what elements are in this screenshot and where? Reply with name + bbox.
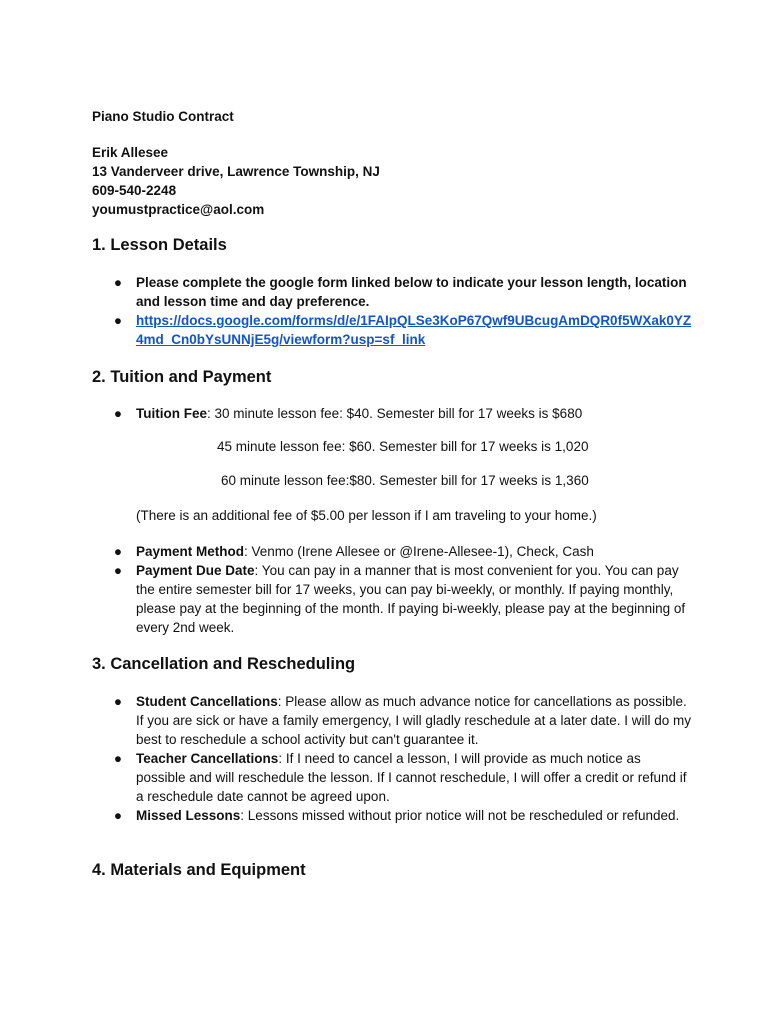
bullet-icon: ● (113, 544, 123, 559)
list-item (112, 692, 692, 749)
payment-due-text: : You can pay in a manner that is most convenient for you. You can pay the entire semester bill for 17 weeks, you can pay bi-weekly, or monthly. If paying monthly, please pay at the beginning of the month. If paying bi-weekly, please pay at the beginning of every 2nd week. (136, 563, 686, 635)
bullet-icon: ● (113, 751, 123, 766)
cancellation-list (112, 692, 692, 825)
section-heading-materials: 4. Materials and Equipment (92, 861, 306, 879)
teacher-cancellations-text: : If I need to cancel a lesson, I will provide as much notice as possible and will reschedule the lesson. If I cannot reschedule, I will offer a credit or refund if a reschedule date cannot be agreed upon. (136, 751, 687, 804)
payment-method-text: : Venmo (Irene Allesee or @Irene-Allesee-1), Check, Cash (244, 544, 594, 559)
tuition-fee-30min: : 30 minute lesson fee: $40. Semester bill for 17 weeks is $680 (207, 406, 583, 421)
travel-fee-note: (There is an additional fee of $5.00 per lesson if I am traveling to your home.) (136, 508, 597, 523)
bullet-icon: ● (113, 275, 123, 290)
contact-phone: 609-540-2248 (92, 183, 177, 198)
missed-lessons-text: : Lessons missed without prior notice will not be rescheduled or refunded. (240, 808, 680, 823)
document-title: Piano Studio Contract (92, 109, 234, 124)
payment-due-label: Payment Due Date (136, 563, 255, 578)
list-item (112, 806, 692, 825)
list-item: ● Please complete the google form linked below to indicate your lesson length, location and lesson time and day preference. (113, 275, 687, 309)
section-heading-lesson-details: 1. Lesson Details (92, 236, 227, 254)
tuition-fee-list (112, 404, 692, 423)
missed-lessons-label: Missed Lessons (136, 808, 241, 823)
list-item (112, 311, 692, 349)
list-item (112, 542, 692, 561)
contact-email: youmustpractice@aol.com (92, 202, 265, 217)
tuition-fee-45min: 45 minute lesson fee: $60. Semester bill for 17 weeks is 1,020 (217, 439, 589, 454)
contact-info (92, 143, 380, 219)
payment-method-label: Payment Method (136, 544, 245, 559)
list-item (112, 749, 692, 806)
section-heading-tuition: 2. Tuition and Payment (92, 368, 272, 386)
list-item (112, 404, 692, 423)
section-heading-cancellation: 3. Cancellation and Rescheduling (92, 655, 356, 673)
contact-name: Erik Allesee (92, 145, 169, 160)
student-cancellations-text: : Please allow as much advance notice for cancellations as possible. If you are sick or have a family emergency, I will gladly reschedule at a later date. I will do my best to reschedule a school activity but can't guarantee it. (136, 694, 691, 747)
tuition-fee-label: Tuition Fee (136, 406, 207, 421)
list-item (112, 561, 692, 637)
bullet-icon: ● (113, 406, 123, 421)
bullet-icon: ● (113, 808, 123, 823)
lesson-details-list (112, 273, 692, 349)
bullet-icon: ● (113, 313, 123, 328)
tuition-fee-60min: 60 minute lesson fee:$80. Semester bill for 17 weeks is 1,360 (221, 473, 589, 488)
google-form-link[interactable]: https://docs.google.com/forms/d/e/1FAIpQLSe3KoP67Qwf9UBcugAmDQR0f5WXak0YZ4md_Cn0bYsUNNjE5g/viewform?usp=sf_link (136, 313, 692, 347)
teacher-cancellations-label: Teacher Cancellations (136, 751, 279, 766)
payment-list (112, 542, 692, 637)
bullet-icon: ● (113, 563, 123, 578)
student-cancellations-label: Student Cancellations (136, 694, 278, 709)
contact-address: 13 Vanderveer drive, Lawrence Township, NJ (92, 164, 380, 179)
bullet-icon: ● (113, 694, 123, 709)
